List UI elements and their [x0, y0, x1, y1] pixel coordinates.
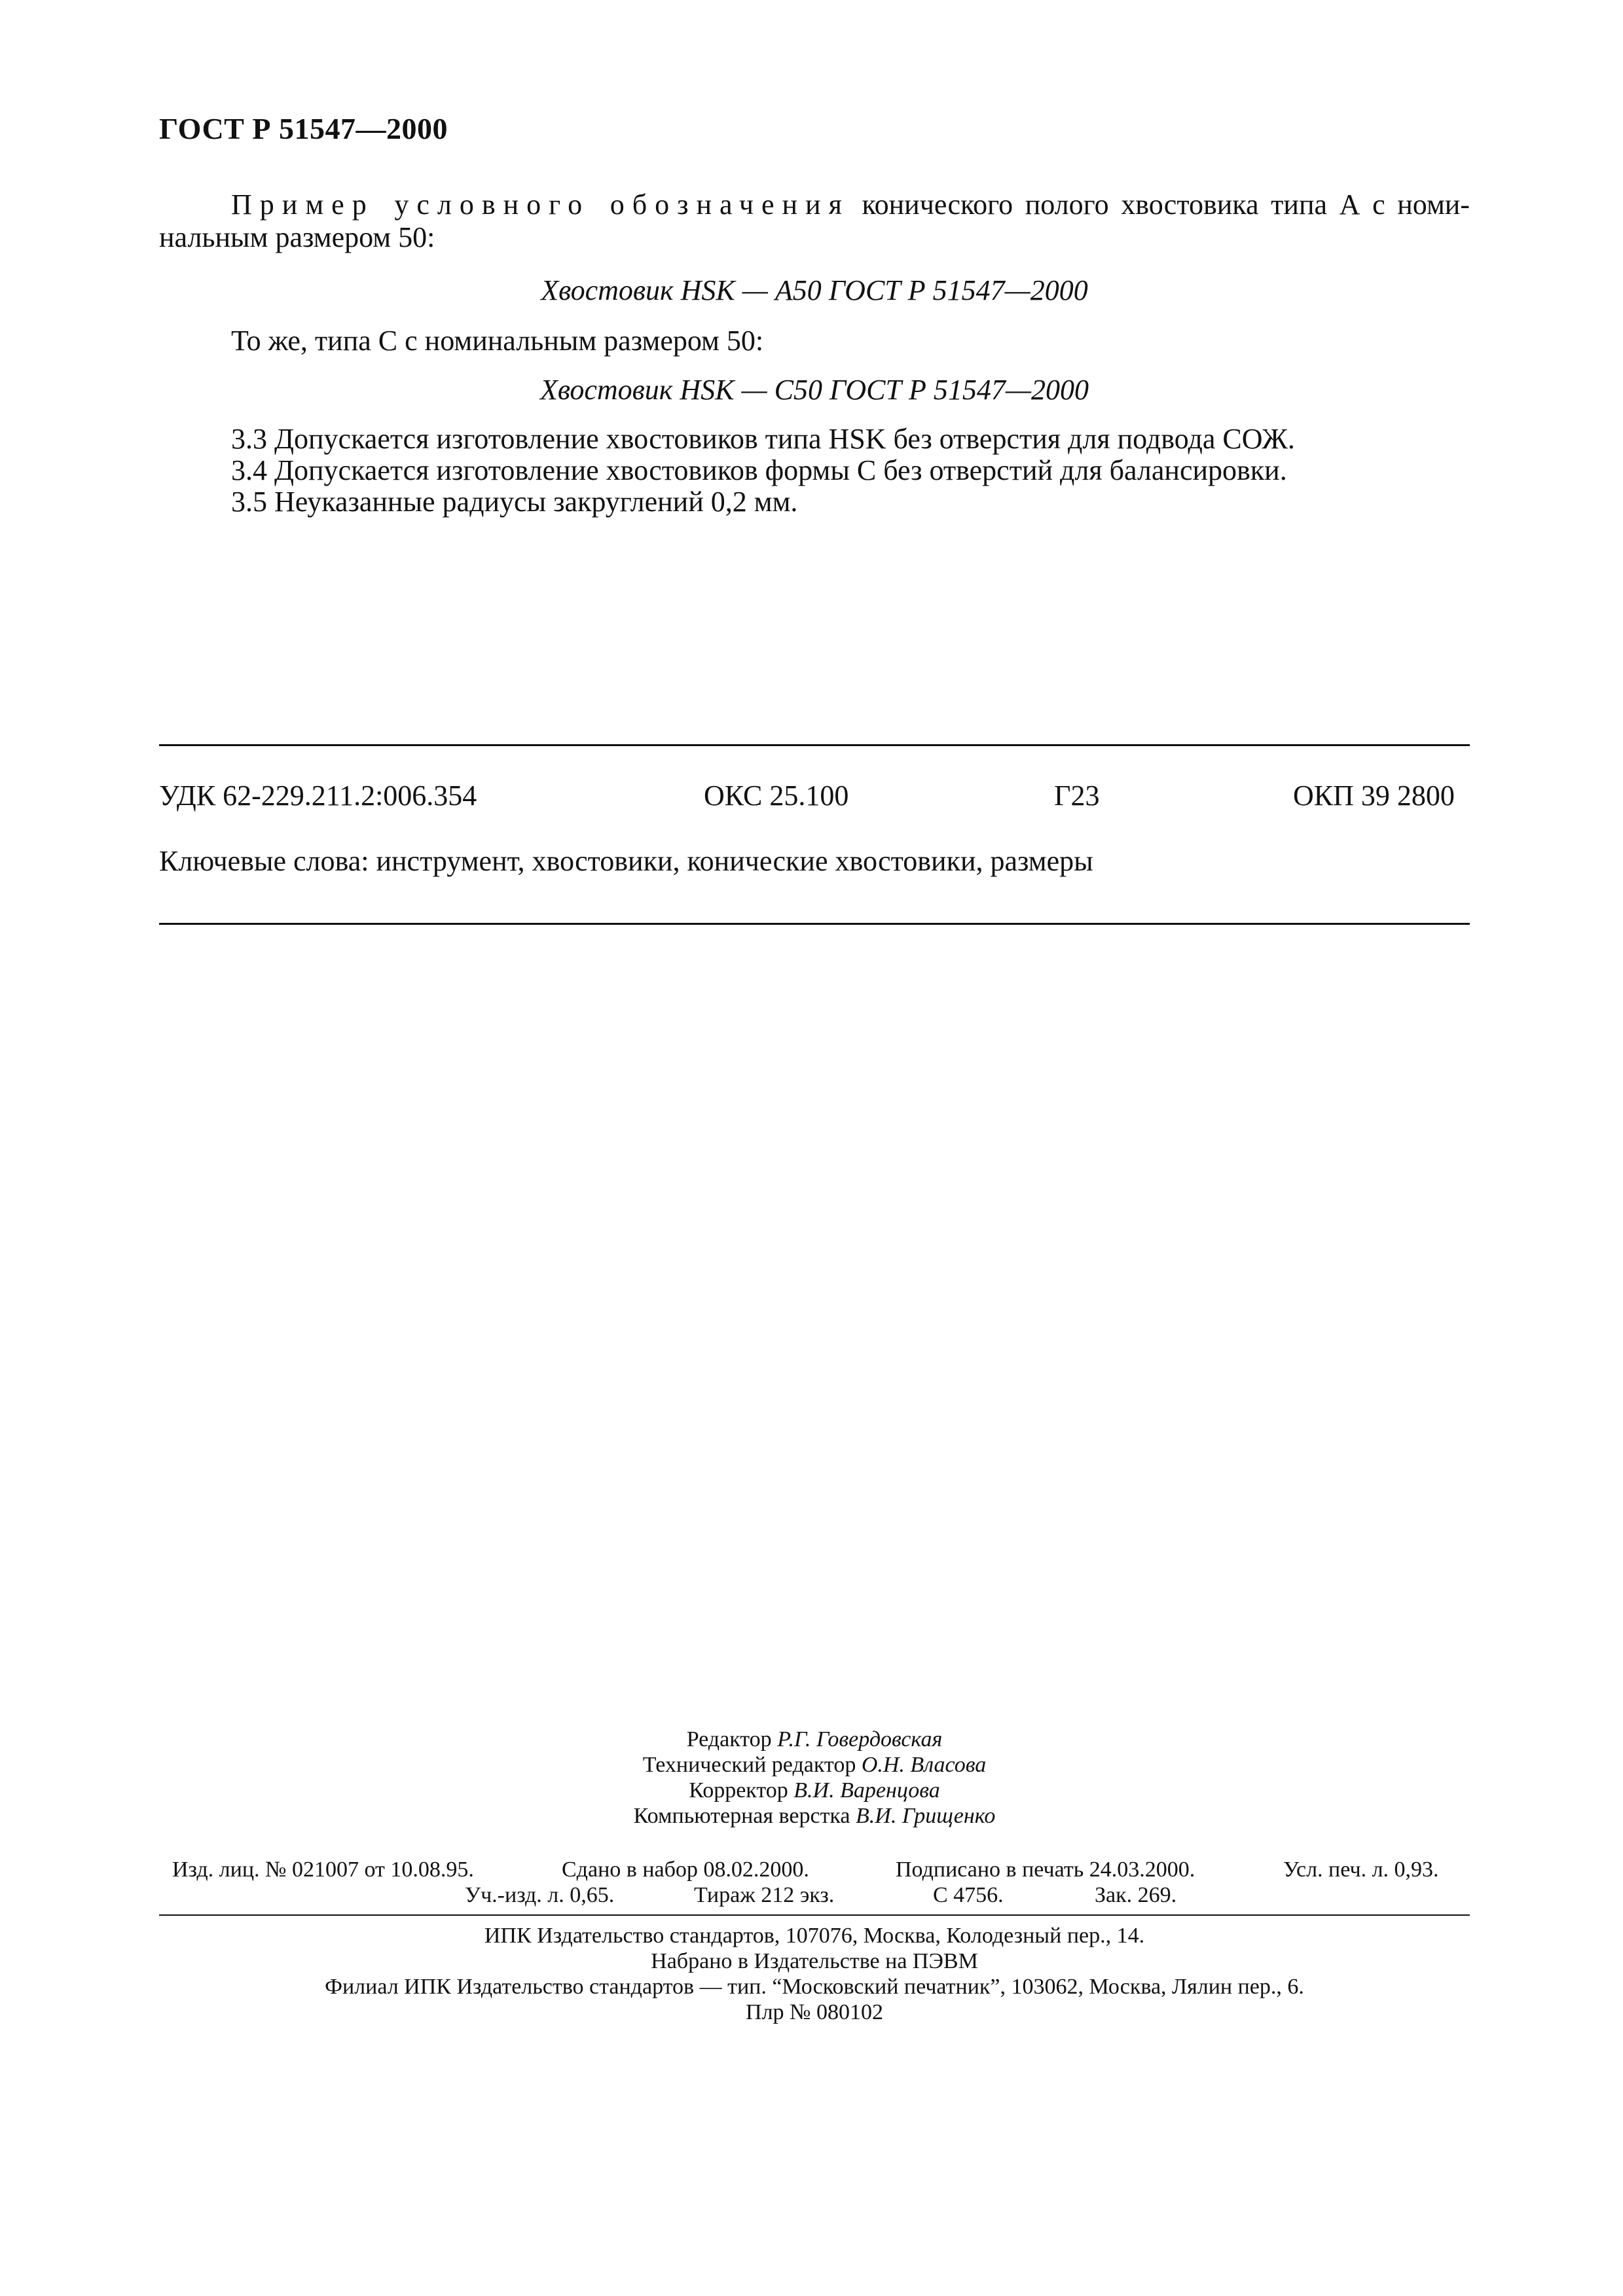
clause-3-4	[231, 454, 1287, 487]
clause-3-5	[231, 485, 797, 518]
oks-code: ОКС 25.100	[704, 780, 849, 812]
imprint-typeset: Сдано в набор 08.02.2000.	[562, 1857, 809, 1882]
designation-example-a: Хвостовик HSK — А50 ГОСТ Р 51547—2000	[541, 274, 1088, 306]
credit-name: Р.Г. Говердовская	[777, 1727, 943, 1751]
clause-number: 3.5	[231, 486, 267, 518]
credit-label: Технический редактор	[642, 1753, 856, 1777]
credit-name: В.И. Грищенко	[856, 1804, 996, 1828]
imprint-rule	[159, 1914, 1470, 1916]
clause-text: Допускается изготовление хвостовиков типа HSK без отверстия для подвода СОЖ.	[274, 423, 1295, 455]
publisher-line: Плр № 080102	[746, 2000, 883, 2024]
imprint-pub-sheets: Уч.-изд. л. 0,65.	[465, 1883, 615, 1907]
publisher-line: Филиал ИПК Издательство стандартов — тип. “Московский печатник”, 103062, Москва, Лялин пер., 6.	[325, 1975, 1304, 1999]
designation-example-c: Хвостовик HSK — С50 ГОСТ Р 51547—2000	[539, 374, 1089, 406]
publisher-line: ИПК Издательство стандартов, 107076, Москва, Колодезный пер., 14.	[484, 1924, 1145, 1948]
udk-code: УДК 62-229.211.2:006.354	[159, 780, 477, 812]
credit-layout	[159, 1803, 1470, 1829]
keywords: Ключевые слова: инструмент, хвостовики, конические хвостовики, размеры	[159, 845, 1093, 877]
clause-text: Неуказанные радиусы закруглений 0,2 мм.	[274, 486, 798, 518]
imprint-run: Тираж 212 экз.	[694, 1883, 835, 1907]
designation-intro-spaced: Пример условного обозначения	[231, 188, 850, 221]
okp-code: ОКП 39 2800	[1293, 780, 1455, 812]
credit-name: О.Н. Власова	[861, 1753, 987, 1777]
clause-number: 3.3	[231, 423, 267, 455]
group-code: Г23	[1054, 780, 1100, 812]
publisher-line: Набрано в Издательстве на ПЭВМ	[651, 1949, 978, 1973]
imprint-order: Зак. 269.	[1095, 1883, 1177, 1907]
clause-text: Допускается изготовление хвостовиков формы С без отверстий для балансировки.	[274, 454, 1287, 486]
editorial-credits	[159, 1727, 1470, 1829]
designation-intro-rest: конического полого хвостовика типа А с номи-нальным размером 50:	[159, 188, 1470, 253]
clause-number: 3.4	[231, 454, 267, 486]
publisher-info	[159, 1923, 1470, 2025]
imprint-signed: Подписано в печать 24.03.2000.	[896, 1857, 1195, 1882]
clause-3-3	[231, 422, 1295, 456]
imprint-print-sheets: Усл. печ. л. 0,93.	[1283, 1857, 1439, 1882]
credit-proofreader	[159, 1778, 1470, 1803]
designation-same-type-c: То же, типа С с номинальным размером 50:	[231, 325, 764, 357]
credit-label: Компьютерная верстка	[633, 1804, 850, 1828]
page-header-standard-code: ГОСТ Р 51547—2000	[159, 112, 448, 145]
classification-bottom-rule	[159, 923, 1470, 925]
credit-editor	[159, 1727, 1470, 1752]
imprint-license: Изд. лиц. № 021007 от 10.08.95.	[172, 1857, 474, 1882]
credit-label: Редактор	[686, 1727, 772, 1751]
credit-name: В.И. Варенцова	[793, 1778, 940, 1803]
imprint-c-number: С 4756.	[933, 1883, 1004, 1907]
credit-label: Корректор	[689, 1778, 788, 1803]
credit-tech-editor	[159, 1752, 1470, 1778]
classification-top-rule	[159, 744, 1470, 746]
designation-intro	[159, 188, 1470, 254]
